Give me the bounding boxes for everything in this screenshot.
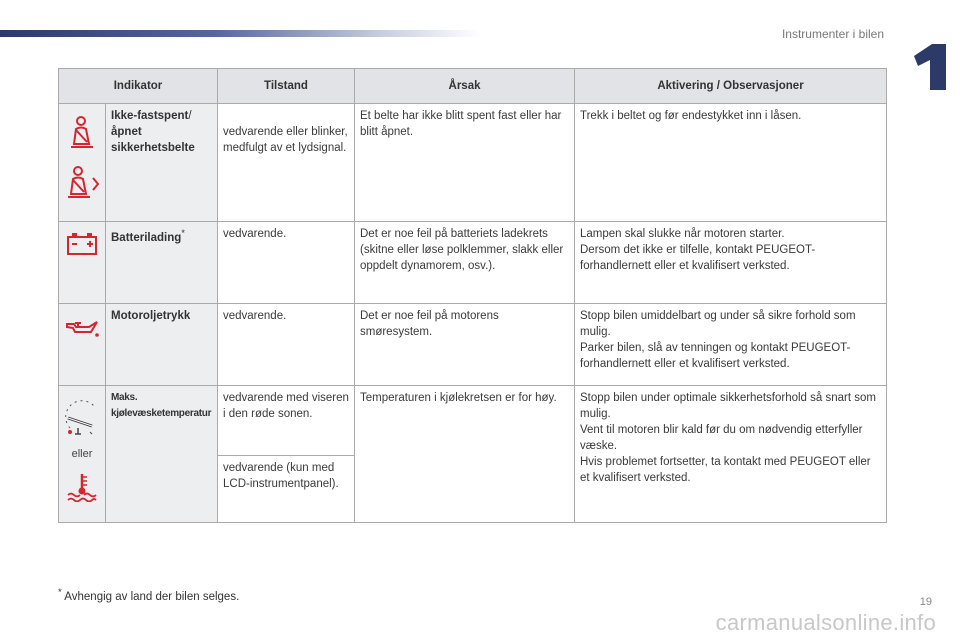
indicator-seatbelt: Ikke-fastspent/ åpnet sikkerhetsbelte [106,104,218,222]
battery-icon [66,232,98,256]
state-oil-pressure: vedvarende. [218,304,355,386]
oil-pressure-icon-cell [59,304,106,386]
action-seatbelt: Trekk i beltet og før endestykket inn i låsen. [575,104,887,222]
chapter-number-glyph [908,44,948,90]
temperature-gauge-icon [64,392,100,436]
seatbelt-passenger-icon [64,166,100,202]
cause-seatbelt: Et belte har ikke blitt spent fast eller har blitt åpnet. [355,104,575,222]
col-header-state: Tilstand [218,69,355,104]
action-oil-pressure: Stopp bilen umiddelbart og under så sikre forhold som mulig. Parker bilen, slå av tenningen og kontakt PEUGEOT-forhandlernett eller et kvalifisert verksted. [575,304,887,386]
col-header-cause: Årsak [355,69,575,104]
table-row [59,304,887,386]
col-header-action: Aktivering / Observasjoner [575,69,887,104]
state-battery: vedvarende. [218,222,355,304]
indicator-coolant: Maks. kjølevæsketemperatur [106,386,218,523]
chapter-number [908,44,948,90]
action-coolant: Stopp bilen under optimale sikkerhetsforhold så snart som mulig. Vent til motoren blir kald før du om nødvendig etterfyller væske. Hvis problemet fortsetter, ta kontakt med PEUGEOT eller et kvalifisert verksted. [575,386,887,523]
table-row [59,104,887,222]
coolant-temperature-icon [66,472,98,502]
table-header-row [59,69,887,104]
action-battery: Lampen skal slukke når motoren starter. Dersom det ikke er tilfelle, kontakt PEUGEOT-forhandlernett eller et kvalifisert verksted. [575,222,887,304]
coolant-icon-cell [59,386,106,523]
battery-icon-cell [59,222,106,304]
header-gradient-bar [0,30,480,37]
col-header-indicator: Indikator [59,69,218,104]
icon-or-label: eller [71,448,93,460]
warning-lights-table [58,68,887,523]
cause-oil-pressure: Det er noe feil på motorens smøresystem. [355,304,575,386]
oil-can-icon [64,316,100,338]
state-seatbelt: vedvarende eller blinker, medfulgt av et lydsignal. [218,104,355,222]
state-coolant-gauge: vedvarende med viseren i den røde sonen. [218,386,355,456]
indicator-battery: Batterilading* [106,222,218,304]
state-coolant-lcd: vedvarende (kun med LCD-instrumentpanel). [218,456,355,523]
watermark: carmanualsonline.info [715,610,936,635]
table-row [59,222,887,304]
table-row [59,386,887,456]
seatbelt-icon [67,116,97,152]
footnote: * Avhengig av land der bilen selges. [58,587,240,603]
cause-battery: Det er noe feil på batteriets ladekrets (skitne eller løse polklemmer, slakk eller oppdelt dynamorem, osv.). [355,222,575,304]
seatbelt-icon-cell [59,104,106,222]
indicator-oil-pressure: Motoroljetrykk [106,304,218,386]
cause-coolant: Temperaturen i kjølekretsen er for høy. [355,386,575,523]
section-title: Instrumenter i bilen [781,27,884,41]
page-number: 19 [919,596,932,608]
